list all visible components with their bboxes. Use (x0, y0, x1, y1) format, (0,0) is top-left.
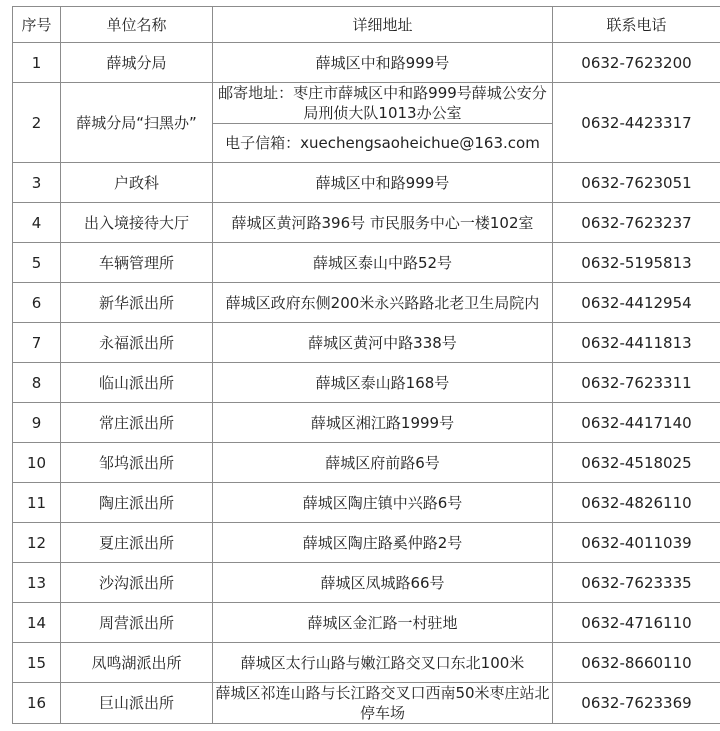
row-address: 薛城区黄河中路338号 (213, 323, 553, 363)
row-no: 2 (13, 83, 61, 163)
row-address: 薛城区政府东侧200米永兴路路北老卫生局院内 (213, 283, 553, 323)
table-row (13, 563, 720, 603)
row-no: 1 (13, 43, 61, 83)
row-name: 新华派出所 (61, 283, 213, 323)
row-address: 薛城区泰山路168号 (213, 363, 553, 403)
table-row (13, 443, 720, 483)
row-address: 薛城区凤城路66号 (213, 563, 553, 603)
row-name: 周营派出所 (61, 603, 213, 643)
table-row (13, 363, 720, 403)
row-no: 11 (13, 483, 61, 523)
row-address: 薛城区陶庄镇中兴路6号 (213, 483, 553, 523)
row-address-mail (213, 83, 553, 124)
row-name: 永福派出所 (61, 323, 213, 363)
row-address: 薛城区陶庄路奚仲路2号 (213, 523, 553, 563)
row-phone: 0632-4716110 (553, 603, 720, 643)
contact-table (12, 6, 720, 724)
row-phone: 0632-7623200 (553, 43, 720, 83)
row-name: 邹坞派出所 (61, 443, 213, 483)
row-no: 16 (13, 683, 61, 724)
row-name: 薛城分局 (61, 43, 213, 83)
row-name: 出入境接待大厅 (61, 203, 213, 243)
row-name: 凤鸣湖派出所 (61, 643, 213, 683)
table-row (13, 643, 720, 683)
header-name: 单位名称 (61, 7, 213, 43)
table-row (13, 683, 720, 724)
row-name: 沙沟派出所 (61, 563, 213, 603)
table-row (13, 203, 720, 243)
row-no: 6 (13, 283, 61, 323)
row-name: 巨山派出所 (61, 683, 213, 724)
row-no: 3 (13, 163, 61, 203)
row-name: 常庄派出所 (61, 403, 213, 443)
row-phone: 0632-4826110 (553, 483, 720, 523)
row-phone: 0632-4423317 (553, 83, 720, 163)
row-address: 薛城区中和路999号 (213, 163, 553, 203)
row-no: 12 (13, 523, 61, 563)
row-no: 10 (13, 443, 61, 483)
row-no: 4 (13, 203, 61, 243)
table-row (13, 283, 720, 323)
table-row (13, 603, 720, 643)
row-phone: 0632-8660110 (553, 643, 720, 683)
header-row (13, 7, 720, 43)
row-address: 薛城区太行山路与嫩江路交叉口东北100米 (213, 643, 553, 683)
address-mail-text: 邮寄地址：枣庄市薛城区中和路999号薛城公安分局刑侦大队1013办公室 (218, 84, 547, 122)
row-phone: 0632-4011039 (553, 523, 720, 563)
row-address: 薛城区泰山中路52号 (213, 243, 553, 283)
row-no: 15 (13, 643, 61, 683)
table-row (13, 43, 720, 83)
row-address: 薛城区金汇路一村驻地 (213, 603, 553, 643)
table-row (13, 83, 720, 124)
table-row (13, 523, 720, 563)
table-row (13, 163, 720, 203)
row-name: 陶庄派出所 (61, 483, 213, 523)
row-phone: 0632-7623051 (553, 163, 720, 203)
table-row (13, 483, 720, 523)
header-no: 序号 (13, 7, 61, 43)
row-phone: 0632-4518025 (553, 443, 720, 483)
row-address-email: 电子信箱：xuechengsaoheichue@163.com (213, 124, 553, 163)
row-name: 临山派出所 (61, 363, 213, 403)
row-no: 13 (13, 563, 61, 603)
row-no: 5 (13, 243, 61, 283)
row-no: 14 (13, 603, 61, 643)
row-phone: 0632-4411813 (553, 323, 720, 363)
row-name: 夏庄派出所 (61, 523, 213, 563)
header-address: 详细地址 (213, 7, 553, 43)
row-name: 薛城分局“扫黑办” (61, 83, 213, 163)
row-phone: 0632-4412954 (553, 283, 720, 323)
row-phone: 0632-7623335 (553, 563, 720, 603)
row-address: 薛城区黄河路396号 市民服务中心一楼102室 (213, 203, 553, 243)
row-phone: 0632-7623237 (553, 203, 720, 243)
row-name: 车辆管理所 (61, 243, 213, 283)
row-phone: 0632-4417140 (553, 403, 720, 443)
row-no: 9 (13, 403, 61, 443)
row-address: 薛城区中和路999号 (213, 43, 553, 83)
row-address-text: 薛城区祁连山路与长江路交叉口西南50米枣庄站北停车场 (215, 684, 550, 722)
row-no: 7 (13, 323, 61, 363)
table-row (13, 243, 720, 283)
row-phone: 0632-7623311 (553, 363, 720, 403)
row-address (213, 683, 553, 724)
table-row (13, 403, 720, 443)
table-row (13, 323, 720, 363)
row-no: 8 (13, 363, 61, 403)
row-name: 户政科 (61, 163, 213, 203)
row-address: 薛城区湘江路1999号 (213, 403, 553, 443)
row-phone: 0632-5195813 (553, 243, 720, 283)
row-address: 薛城区府前路6号 (213, 443, 553, 483)
header-phone: 联系电话 (553, 7, 720, 43)
row-phone: 0632-7623369 (553, 683, 720, 724)
